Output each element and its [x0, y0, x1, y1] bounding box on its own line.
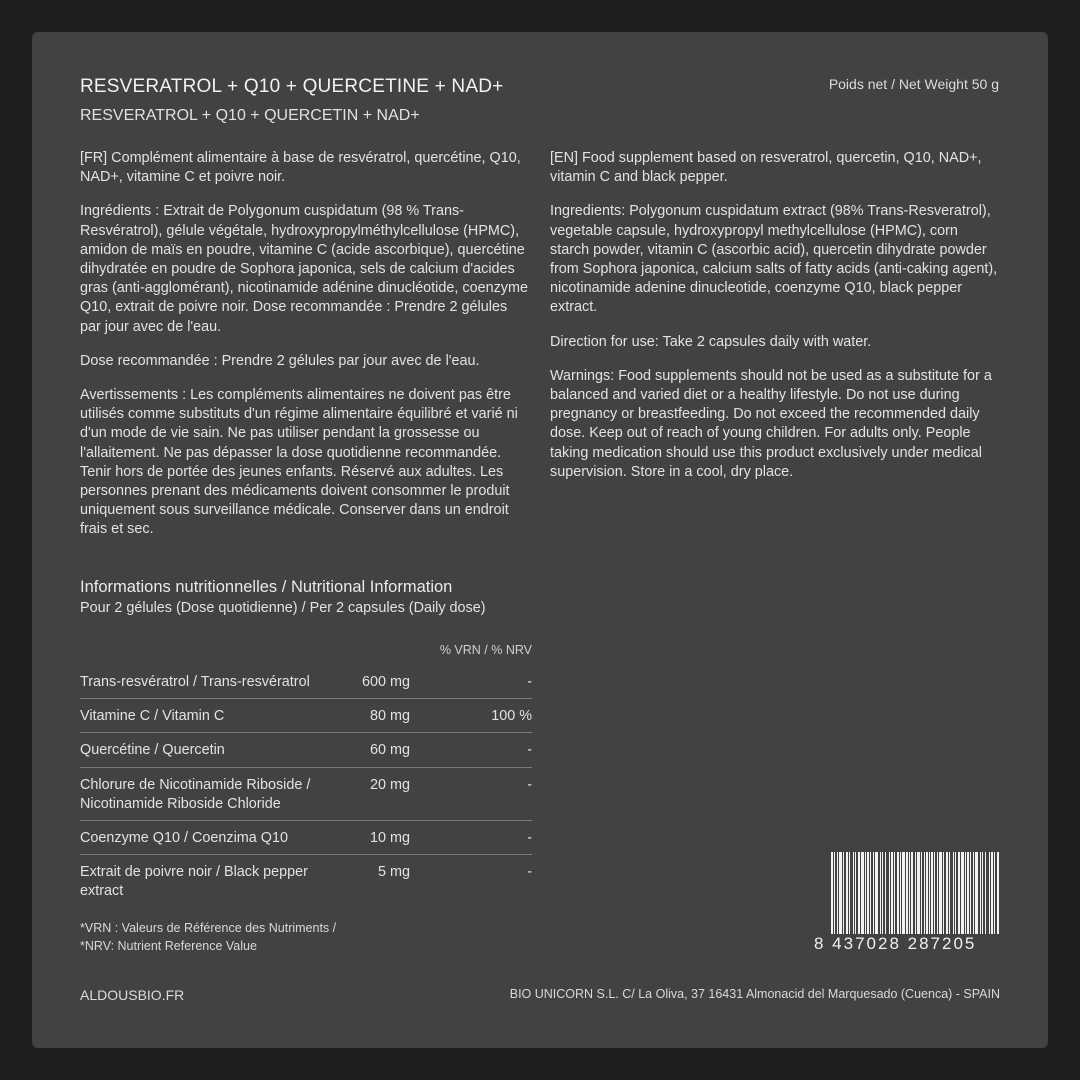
barcode-number: 8 437028 287205	[814, 934, 977, 953]
footnote-nrv: *NRV: Nutrient Reference Value	[80, 939, 257, 953]
barcode-bar	[926, 852, 928, 934]
nutrition-heading: Informations nutritionnelles / Nutritional Information	[80, 578, 453, 596]
table-row	[80, 733, 532, 767]
fr-warnings: Avertissements : Les compléments alimentaires ne doivent pas être utilisés comme substituts d'un régime alimentaire équilibré et varié ni d'un mode de vie sain. Ne pas utiliser pendant la grossesse ou l'allaitement. Ne pas dépasser la dose quotidienne recommandée. Tenir hors de portée des jeunes enfants. Réservé aux adultes. Les personnes prenant des médicaments doivent consommer le produit uniquement sous surveillance médicale. Conserver dans un endroit frais et sec.	[80, 387, 518, 538]
nutrient-name: Coenzyme Q10 / Coenzima Q10	[80, 830, 288, 847]
barcode-bar	[997, 852, 999, 934]
nutrient-vrn: -	[527, 830, 532, 847]
barcode-bar	[902, 852, 905, 934]
fr-dose: Dose recommandée : Prendre 2 gélules par jour avec de l'eau.	[80, 352, 480, 369]
product-title-en: RESVERATROL + Q10 + QUERCETIN + NAD+	[80, 107, 420, 124]
nutrient-amount: 80 mg	[370, 708, 410, 725]
barcode-bar	[858, 852, 860, 934]
nutrient-vrn: -	[527, 674, 532, 690]
table-row	[80, 699, 532, 733]
table-row	[80, 821, 532, 855]
barcode-bar	[906, 852, 908, 934]
barcode-bar	[855, 852, 856, 934]
product-title-fr: RESVERATROL + Q10 + QUERCETINE + NAD+	[80, 76, 504, 97]
barcode-bar	[891, 852, 893, 934]
nutrition-subheading: Pour 2 gélules (Dose quotidienne) / Per 2 capsules (Daily dose)	[80, 600, 486, 616]
company-address: BIO UNICORN S.L. C/ La Oliva, 37 16431 Almonacid del Marquesado (Cuenca) - SPAIN	[509, 987, 1000, 1001]
barcode-bar	[985, 852, 986, 934]
barcode-bar	[937, 852, 938, 934]
barcode-bar	[865, 852, 866, 934]
barcode-bar	[894, 852, 895, 934]
barcode-bar	[939, 852, 942, 934]
nutrition-table	[80, 643, 532, 908]
barcode-bar	[853, 852, 854, 934]
barcode-bar	[967, 852, 969, 934]
barcode-bar	[929, 852, 930, 934]
nutrient-vrn: -	[527, 776, 532, 793]
barcode-bar	[955, 852, 956, 934]
barcode-bar	[889, 852, 890, 934]
en-intro: [EN] Food supplement based on resveratrol, quercetin, Q10, NAD+, vitamin C and black pepper.	[550, 150, 982, 186]
barcode-bar	[994, 852, 995, 934]
barcode-bar	[924, 852, 925, 934]
barcode-bar	[900, 852, 901, 934]
barcode-bar	[965, 852, 966, 934]
nutrient-vrn: -	[527, 742, 532, 759]
barcode-bar	[991, 852, 993, 934]
nutrient-vrn: -	[527, 864, 532, 881]
french-text-column	[80, 149, 530, 555]
barcode-bar	[917, 852, 920, 934]
en-ingredients: Ingredients: Polygonum cuspidatum extract (98% Trans-Resveratrol), vegetable capsule, hydroxypropyl methylcellulose (HPMC), corn starch powder, vitamin C (ascorbic acid), quercetin dihydrate powder from Sophora japonica, calcium salts of fatty acids (anti-caking agent), nicotinamide adenine dinucleotide, coenzyme Q10, black pepper extract.	[550, 203, 998, 316]
brand-website[interactable]: ALDOUSBIO.FR	[80, 987, 185, 1003]
barcode-bar	[975, 852, 978, 934]
barcode-bar	[915, 852, 916, 934]
barcode-bar	[946, 852, 948, 934]
barcode-bar	[897, 852, 899, 934]
barcode-bar	[875, 852, 878, 934]
footnote-vrn: *VRN : Valeurs de Référence des Nutriments /	[80, 921, 337, 935]
fr-intro: [FR] Complément alimentaire à base de resvératrol, quercétine, Q10, NAD+, vitamine C et poivre noir.	[80, 150, 521, 186]
barcode-bar	[885, 852, 886, 934]
barcode-bar	[921, 852, 922, 934]
barcode-bar	[989, 852, 990, 934]
fr-ingredients: Ingrédients : Extrait de Polygonum cuspidatum (98 % Trans-Resvératrol), gélule végétale, hydroxypropylméthylcellulose (HPMC), amidon de maïs en poudre, vitamine C (acide ascorbique), quercétine dihydratée en poudre de Sophora japonica, sels de calcium d'acides gras (anti-agglomérant), nicotinamide adénine dinucléotide, coenzyme Q10, extrait de poivre noir. Dose recommandée : Prendre 2 gélules par jour avec de l'eau.	[80, 203, 528, 335]
barcode-bar	[911, 852, 913, 934]
nutrient-amount: 60 mg	[370, 742, 410, 759]
barcode-bar	[843, 852, 844, 934]
barcode-bar	[849, 852, 850, 934]
nutrient-name: Extrait de poivre noir / Black pepper extract	[80, 864, 308, 900]
net-weight: Poids net / Net Weight 50 g	[828, 76, 999, 92]
vrn-column-header: % VRN / % NRV	[439, 643, 532, 657]
table-row	[80, 855, 532, 907]
nutrient-amount: 10 mg	[370, 830, 410, 847]
nutrient-amount: 600 mg	[362, 674, 410, 690]
barcode-bar	[873, 852, 874, 934]
nutrition-table-header	[80, 643, 532, 665]
nutrient-name: Quercétine / Quercetin	[80, 742, 225, 759]
barcode-bar	[931, 852, 933, 934]
english-text-column	[550, 149, 1000, 497]
barcode-bar	[953, 852, 954, 934]
barcode-bar	[861, 852, 864, 934]
barcode-bar	[880, 852, 881, 934]
barcode-bar	[846, 852, 848, 934]
barcode-bar	[834, 852, 835, 934]
nutrient-name: Chlorure de Nicotinamide Riboside / Nicotinamide Riboside Chloride	[80, 776, 311, 812]
barcode-bar	[831, 852, 833, 934]
barcode-bar	[837, 852, 838, 934]
barcode-bar	[958, 852, 960, 934]
nutrient-name: Trans-resvératrol / Trans-resvératrol	[80, 674, 310, 690]
barcode-bar	[982, 852, 983, 934]
nutrient-amount: 5 mg	[378, 864, 410, 881]
label-panel	[32, 32, 1048, 1048]
barcode-bar	[973, 852, 974, 934]
barcode-bar	[970, 852, 971, 934]
nrv-footnote	[80, 919, 336, 955]
nutrient-vrn: 100 %	[491, 708, 532, 725]
barcode-bar	[882, 852, 883, 934]
barcode-bar	[839, 852, 842, 934]
barcode-bar	[980, 852, 981, 934]
barcode-bar	[934, 852, 935, 934]
barcode-bar	[949, 852, 950, 934]
barcode-bar	[961, 852, 964, 934]
barcode-bar	[943, 852, 944, 934]
barcode-bar	[870, 852, 871, 934]
barcode-bar	[909, 852, 910, 934]
en-warnings: Warnings: Food supplements should not be used as a substitute for a balanced and varied diet or a healthy lifestyle. Do not use during pregnancy or breastfeeding. Do not exceed the recommended daily dose. Keep out of reach of young children. For adults only. People taking medication should use this product exclusively under medical supervision. Store in a cool, dry place.	[550, 367, 992, 480]
barcode-bar	[867, 852, 869, 934]
nutrient-amount: 20 mg	[370, 776, 410, 793]
en-direction: Direction for use: Take 2 capsules daily with water.	[550, 333, 872, 350]
table-row	[80, 768, 532, 821]
table-row	[80, 665, 532, 699]
nutrient-name: Vitamine C / Vitamin C	[80, 708, 225, 725]
